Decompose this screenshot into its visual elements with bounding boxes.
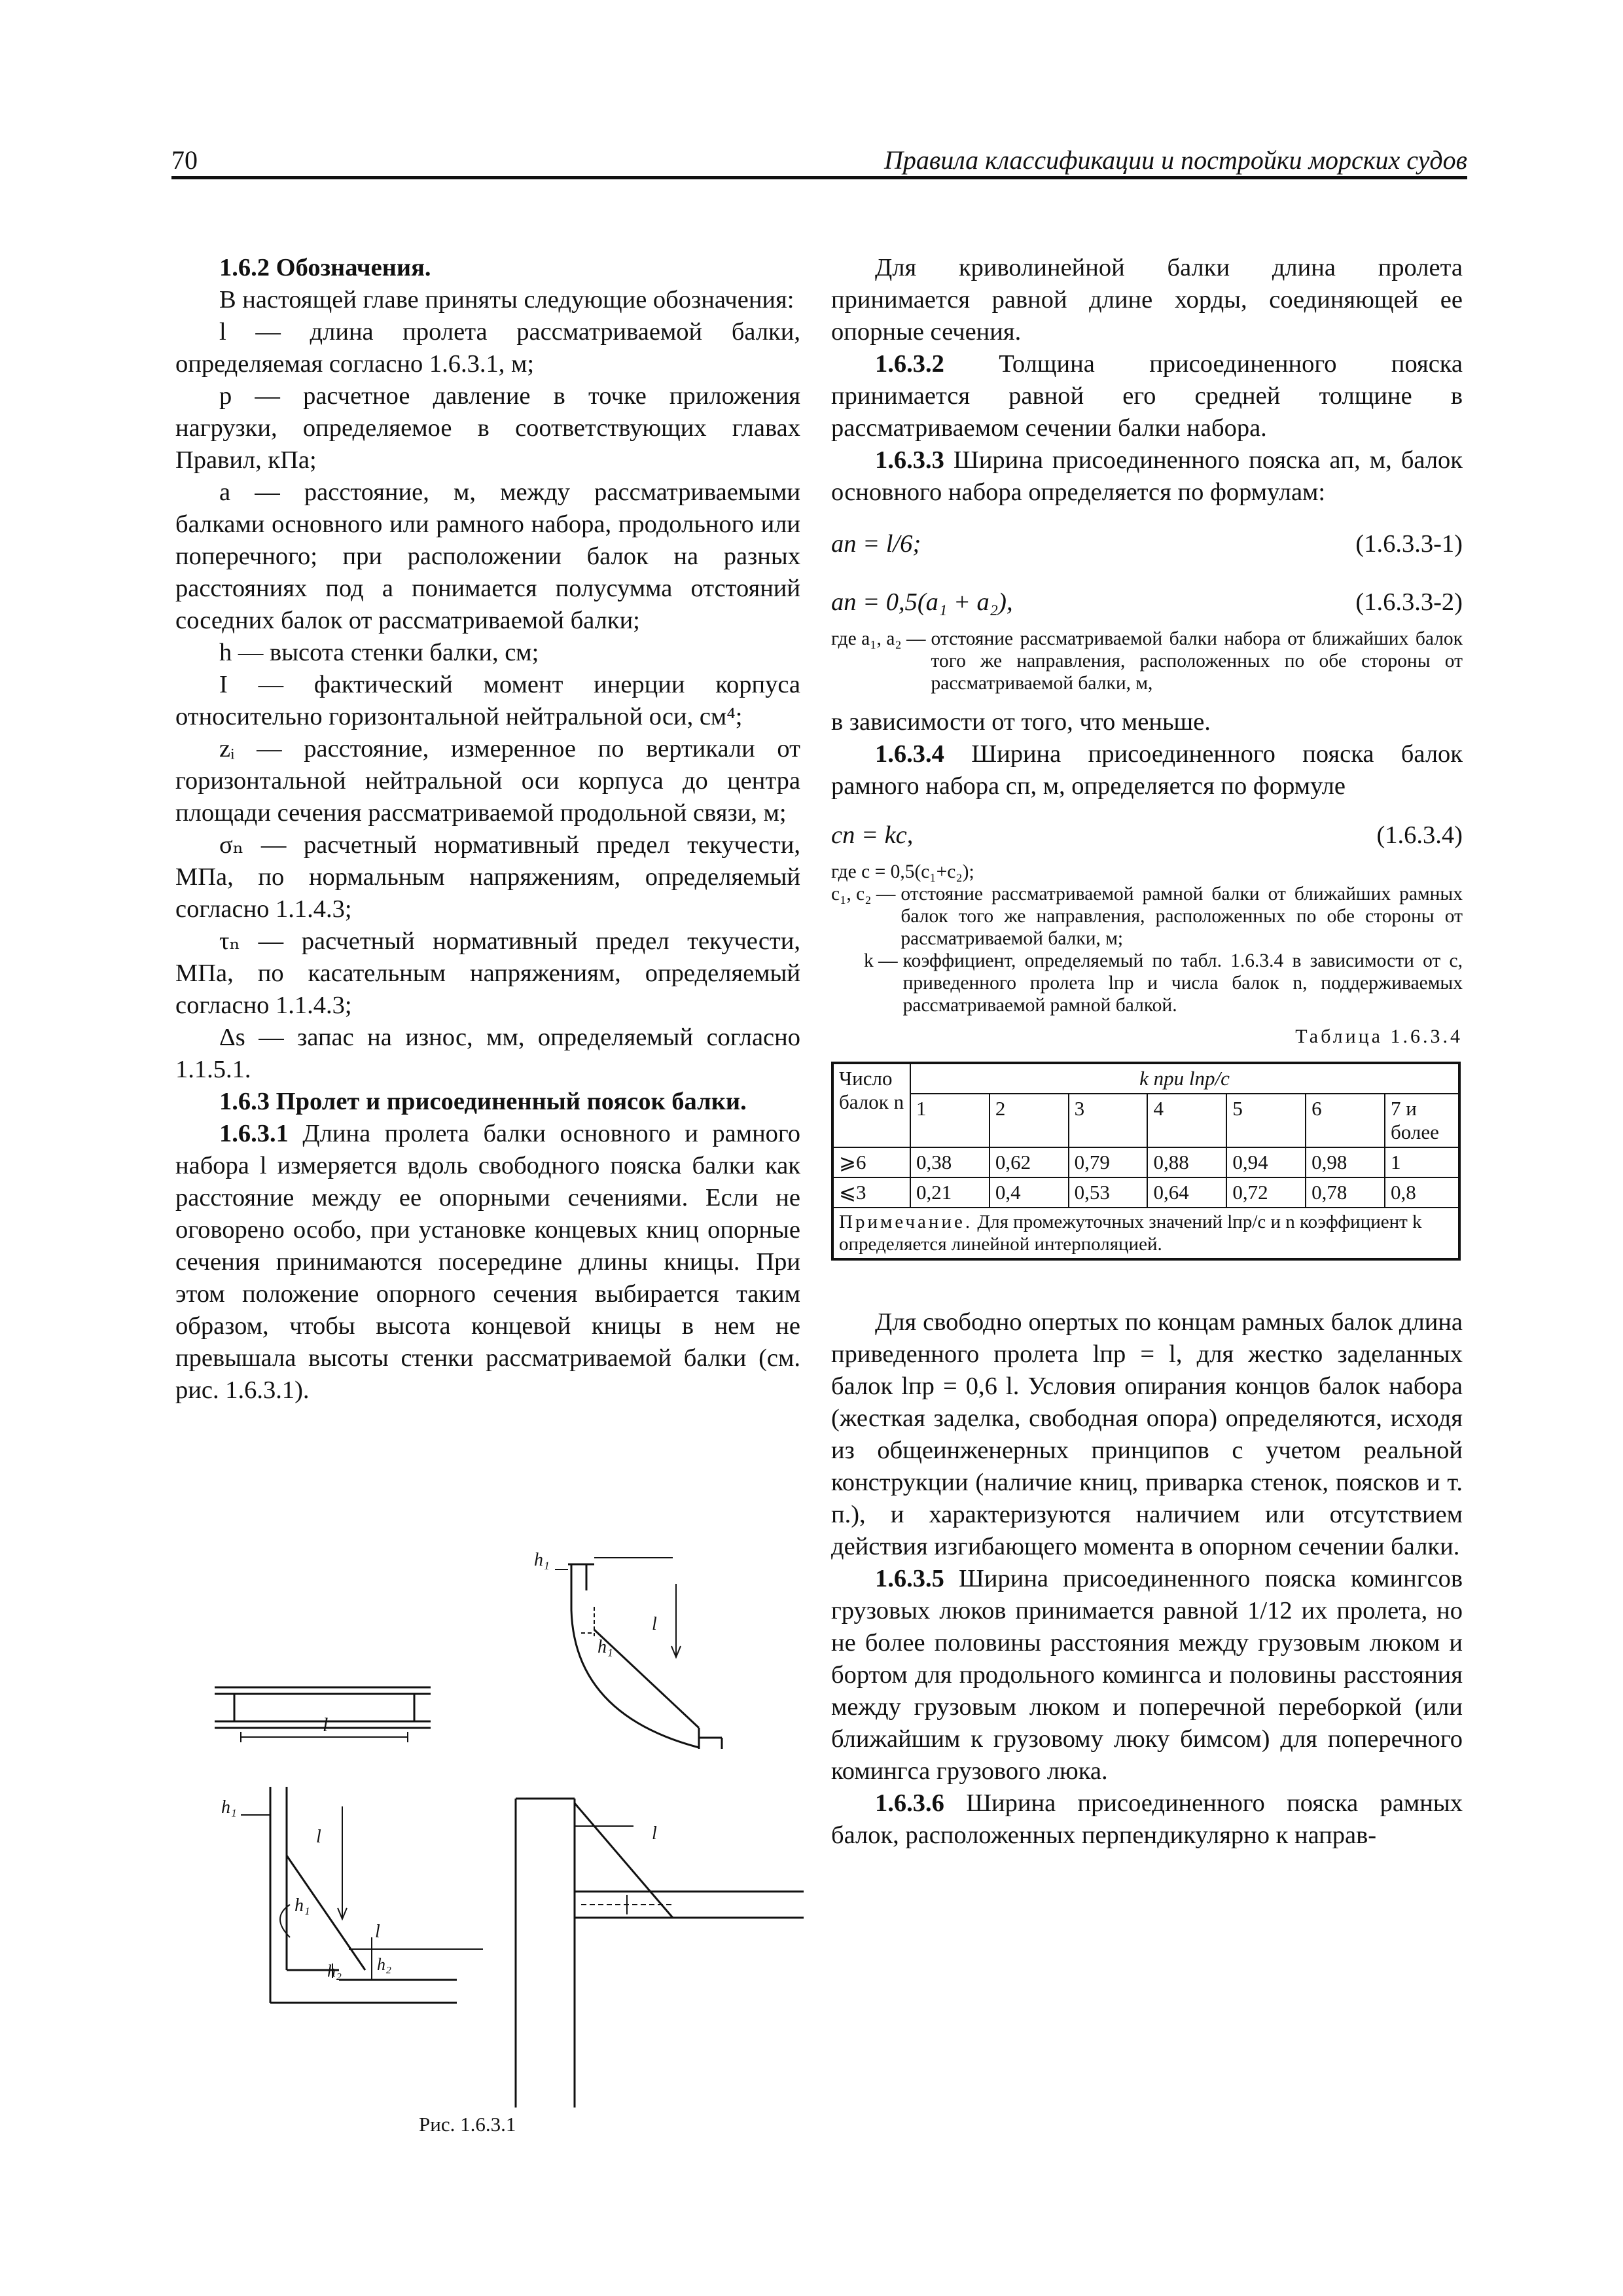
para-1-6-3-2 [831,348,1463,444]
para-1-6-3-3 [831,444,1463,509]
para-1-6-3-3-number: 1.6.3.3 [875,446,944,474]
table-col: 6 [1306,1094,1385,1147]
table-cell: 0,64 [1147,1177,1226,1208]
para-1-6-3-2-text: Толщина присоединенного пояска принимается равной его средней толщине в рассматриваемом сечении балки набора. [831,350,1463,442]
para-1-6-3-2-number: 1.6.3.2 [875,350,944,378]
para-1-6-3-5 [831,1563,1463,1787]
bracket-coaming-sketch [516,1799,804,2108]
table-cell: 0,62 [990,1147,1069,1177]
where-c: где c = 0,5(c₁+c₂); [831,861,974,882]
section-1-6-3-heading: 1.6.3 Пролет и присоединенный поясок балки. [219,1088,747,1115]
para-1-6-3-4 [831,738,1463,802]
table-cell: 0,98 [1306,1147,1385,1177]
running-title: Правила классификации и постройки морских судов [883,145,1467,175]
table-row [832,1147,1459,1177]
formula-2-number: (1.6.3.3-2) [1355,588,1463,616]
label-h1-bl: h₁ [221,1797,237,1818]
formula-1-6-3-3-2 [831,586,1463,619]
bracket-curved-sketch [555,1558,722,1749]
para-1-6-3-6-text: Ширина присоединенного пояска рамных балок, расположенных перпендикулярно к направ- [831,1789,1463,1849]
para-1-6-3-3-text: Ширина присоединенного пояска aп, м, балок основного набора определяется по формулам: [831,446,1463,506]
page-number: 70 [171,145,198,175]
table-cell: 0,53 [1069,1177,1148,1208]
para-1-6-3-6 [831,1787,1463,1852]
table-cell: 0,94 [1226,1147,1306,1177]
table-cell: 0,72 [1226,1177,1306,1208]
where-c1-c2 [831,883,1463,950]
free-support-para: Для свободно опертых по концам рамных балок длина приведенного пролета lпр = l, для жестко заделанных балок lпр = 0,6 l. Условия опирания концов балок набора (жесткая заделка, свободная опора) определяются, исходя из общеинженерных принципов с учетом реальной конструкции (наличие книц, приварка стенок, поясков и т. п.), и характеризуются наличием или отсутствием действия изгибающего момента в опорном сечении балки. [831,1308,1463,1560]
table-col: 5 [1226,1094,1306,1147]
label-h1-top: h₁ [534,1550,550,1570]
table-cell: 0,78 [1306,1177,1385,1208]
right-column [831,252,1463,1852]
notation-l: l — длина пролета рассматриваемой балки, определяемая согласно 1.6.3.1, м; [175,318,800,378]
table-note-text: Для промежуточных значений lпр/c и n коэффициент k определяется линейной интерполяцией. [839,1211,1422,1255]
para-1-6-3-6-number: 1.6.3.6 [875,1789,944,1817]
notation-h: h — высота стенки балки, см; [219,639,539,666]
table-cell: 0,21 [910,1177,990,1208]
para-1-6-3-1-number: 1.6.3.1 [219,1120,289,1147]
table-cell: 1 [1385,1147,1459,1177]
table-note-label: Примечание. [839,1211,973,1232]
where-block-1 [831,628,1463,694]
figure-1-6-3-1 [175,1512,804,2193]
table-row-label: ⩽3 [832,1177,910,1208]
table-col: 1 [910,1094,990,1147]
left-column [175,252,800,1407]
formula-3-number: (1.6.3.4) [1376,821,1463,849]
table-col: 3 [1069,1094,1148,1147]
label-h1-bl2: h₁ [294,1895,310,1916]
formula-1-eq: aп = l/6; [831,530,921,558]
formula-1-number: (1.6.3.3-1) [1355,530,1463,558]
notation-intro: В настоящей главе приняты следующие обозначения: [219,286,794,314]
label-l-4: l [375,1922,380,1942]
bracket-straight-sketch [241,1787,483,2003]
notation-zi: zᵢ — расстояние, измеренное по вертикали от горизонтальной нейтральной оси корпуса до центра площади сечения рассматриваемой продольной связи, м; [175,735,800,827]
formula-2-eq: aп = 0,5(a₁ + a₂), [831,588,1013,616]
where-k-text: коэффициент, определяемый по табл. 1.6.3.4 в зависимости от c, приведенного пролета lпр и числа балок n, поддерживаемых рассматриваемой рамной балкой. [902,950,1463,1016]
notation-sigma: σₙ — расчетный нормативный предел текучести, МПа, по нормальным напряжениям, определяемый согласно 1.1.4.3; [175,831,800,923]
formula-3-eq: cп = kc, [831,821,914,849]
formula-1-6-3-3-1 [831,528,1463,560]
table-cell: 0,88 [1147,1147,1226,1177]
formula-1-6-3-4 [831,819,1463,852]
table-col: 7 и более [1385,1094,1459,1147]
para-1-6-3-4-number: 1.6.3.4 [875,740,944,768]
para-1-6-3-4-text: Ширина присоединенного пояска балок рамного набора cп, м, определяется по формуле [831,740,1463,800]
table-note-row [832,1208,1459,1259]
table-col: 4 [1147,1094,1226,1147]
para-1-6-3-1-text: Длина пролета балки основного и рамного набора l измеряется вдоль свободного пояска балки как расстояние между ее опорными сечениями. Если не оговорено особо, при установке концевых книц опорные сечения принимаются посередине длины кницы. При этом положение опорного сечения выбирается таким образом, чтобы высота концевой кницы в нем не превышала высоты стенки рассматриваемой балки (см. рис. 1.6.3.1). [175,1120,801,1404]
table-cell: 0,4 [990,1177,1069,1208]
table-cell: 0,8 [1385,1177,1459,1208]
table-caption: Таблица 1.6.3.4 [1295,1026,1463,1047]
label-h1-mid: h₁ [597,1637,613,1657]
where-c-label: c₁, c₂ — [831,884,896,905]
label-l-1: l [323,1714,329,1736]
para-1-6-3-5-number: 1.6.3.5 [875,1565,944,1592]
table-col-row [832,1094,1459,1147]
header-rule [171,176,1467,179]
page-header [171,143,1467,179]
table-head-k: k при lпр/c [910,1063,1459,1094]
table-head-n: Число балок n [832,1063,910,1147]
where-k [831,950,1463,1016]
where-a-label: где a₁, a₂ — [831,628,926,649]
table-cell: 0,79 [1069,1147,1148,1177]
notation-a: a — расстояние, м, между рассматриваемыми балками основного или рамного набора, продольного или поперечного; при расположении балок на разных расстояниях под a понимается полусумма отстояний соседних балок от рассматриваемой балки; [175,478,800,634]
notation-p: p — расчетное давление в точке приложения нагрузки, определяемое в соответствующих главах Правил, кПа; [175,382,800,474]
lesser-note: в зависимости от того, что меньше. [831,708,1211,736]
label-h2-b: h₂ [377,1955,392,1974]
figure-caption: Рис. 1.6.3.1 [419,2113,516,2136]
where-c-text: отстояние рассматриваемой рамной балки от ближайших рамных балок того же направления, расположенных по обе стороны от рассматриваемой балки, м; [901,884,1463,949]
table-note [832,1208,1459,1259]
para-1-6-3-1 [175,1118,800,1407]
section-1-6-2-heading: 1.6.2 Обозначения. [219,254,431,281]
para-1-6-3-5-text: Ширина присоединенного пояска комингсов грузовых люков принимается равной 1/12 их пролета, но не более половины расстояния между грузовым люком и бортом для продольного комингса и половины расстояния между грузовым люком и поперечной переборкой (или ближайшим к грузовому люку бимсом) для поперечного комингса грузового люка. [831,1565,1463,1785]
where-k-label: k — [864,950,898,971]
where-block-2 [831,861,1463,1016]
label-h2-a: h₂ [327,1962,342,1981]
figure-drawing [175,1512,804,2114]
table-cell: 0,38 [910,1147,990,1177]
table-row [832,1177,1459,1208]
notation-delta-s: Δs — запас на износ, мм, определяемый согласно 1.1.5.1. [175,1024,800,1083]
k-coefficient-table [831,1062,1461,1261]
where-a1-a2 [831,628,1463,694]
label-l-5: l [652,1823,657,1844]
label-l-2: l [652,1614,657,1634]
table-row-label: ⩾6 [832,1147,910,1177]
table-col: 2 [990,1094,1069,1147]
where-a-text: отстояние рассматриваемой балки набора от ближайших балок того же направления, расположенных по обе стороны от рассматриваемой балки, м, [931,628,1463,694]
notation-tau: τₙ — расчетный нормативный предел текучести, МПа, по касательным напряжениям, определяемый согласно 1.1.4.3; [175,927,800,1019]
notation-I: I — фактический момент инерции корпуса относительно горизонтальной нейтральной оси, см⁴; [175,671,800,730]
table-head-row [832,1063,1459,1094]
curved-beam-para: Для криволинейной балки длина пролета принимается равной длине хорды, соединяющей ее опорные сечения. [831,254,1463,346]
label-l-3: l [316,1827,321,1847]
